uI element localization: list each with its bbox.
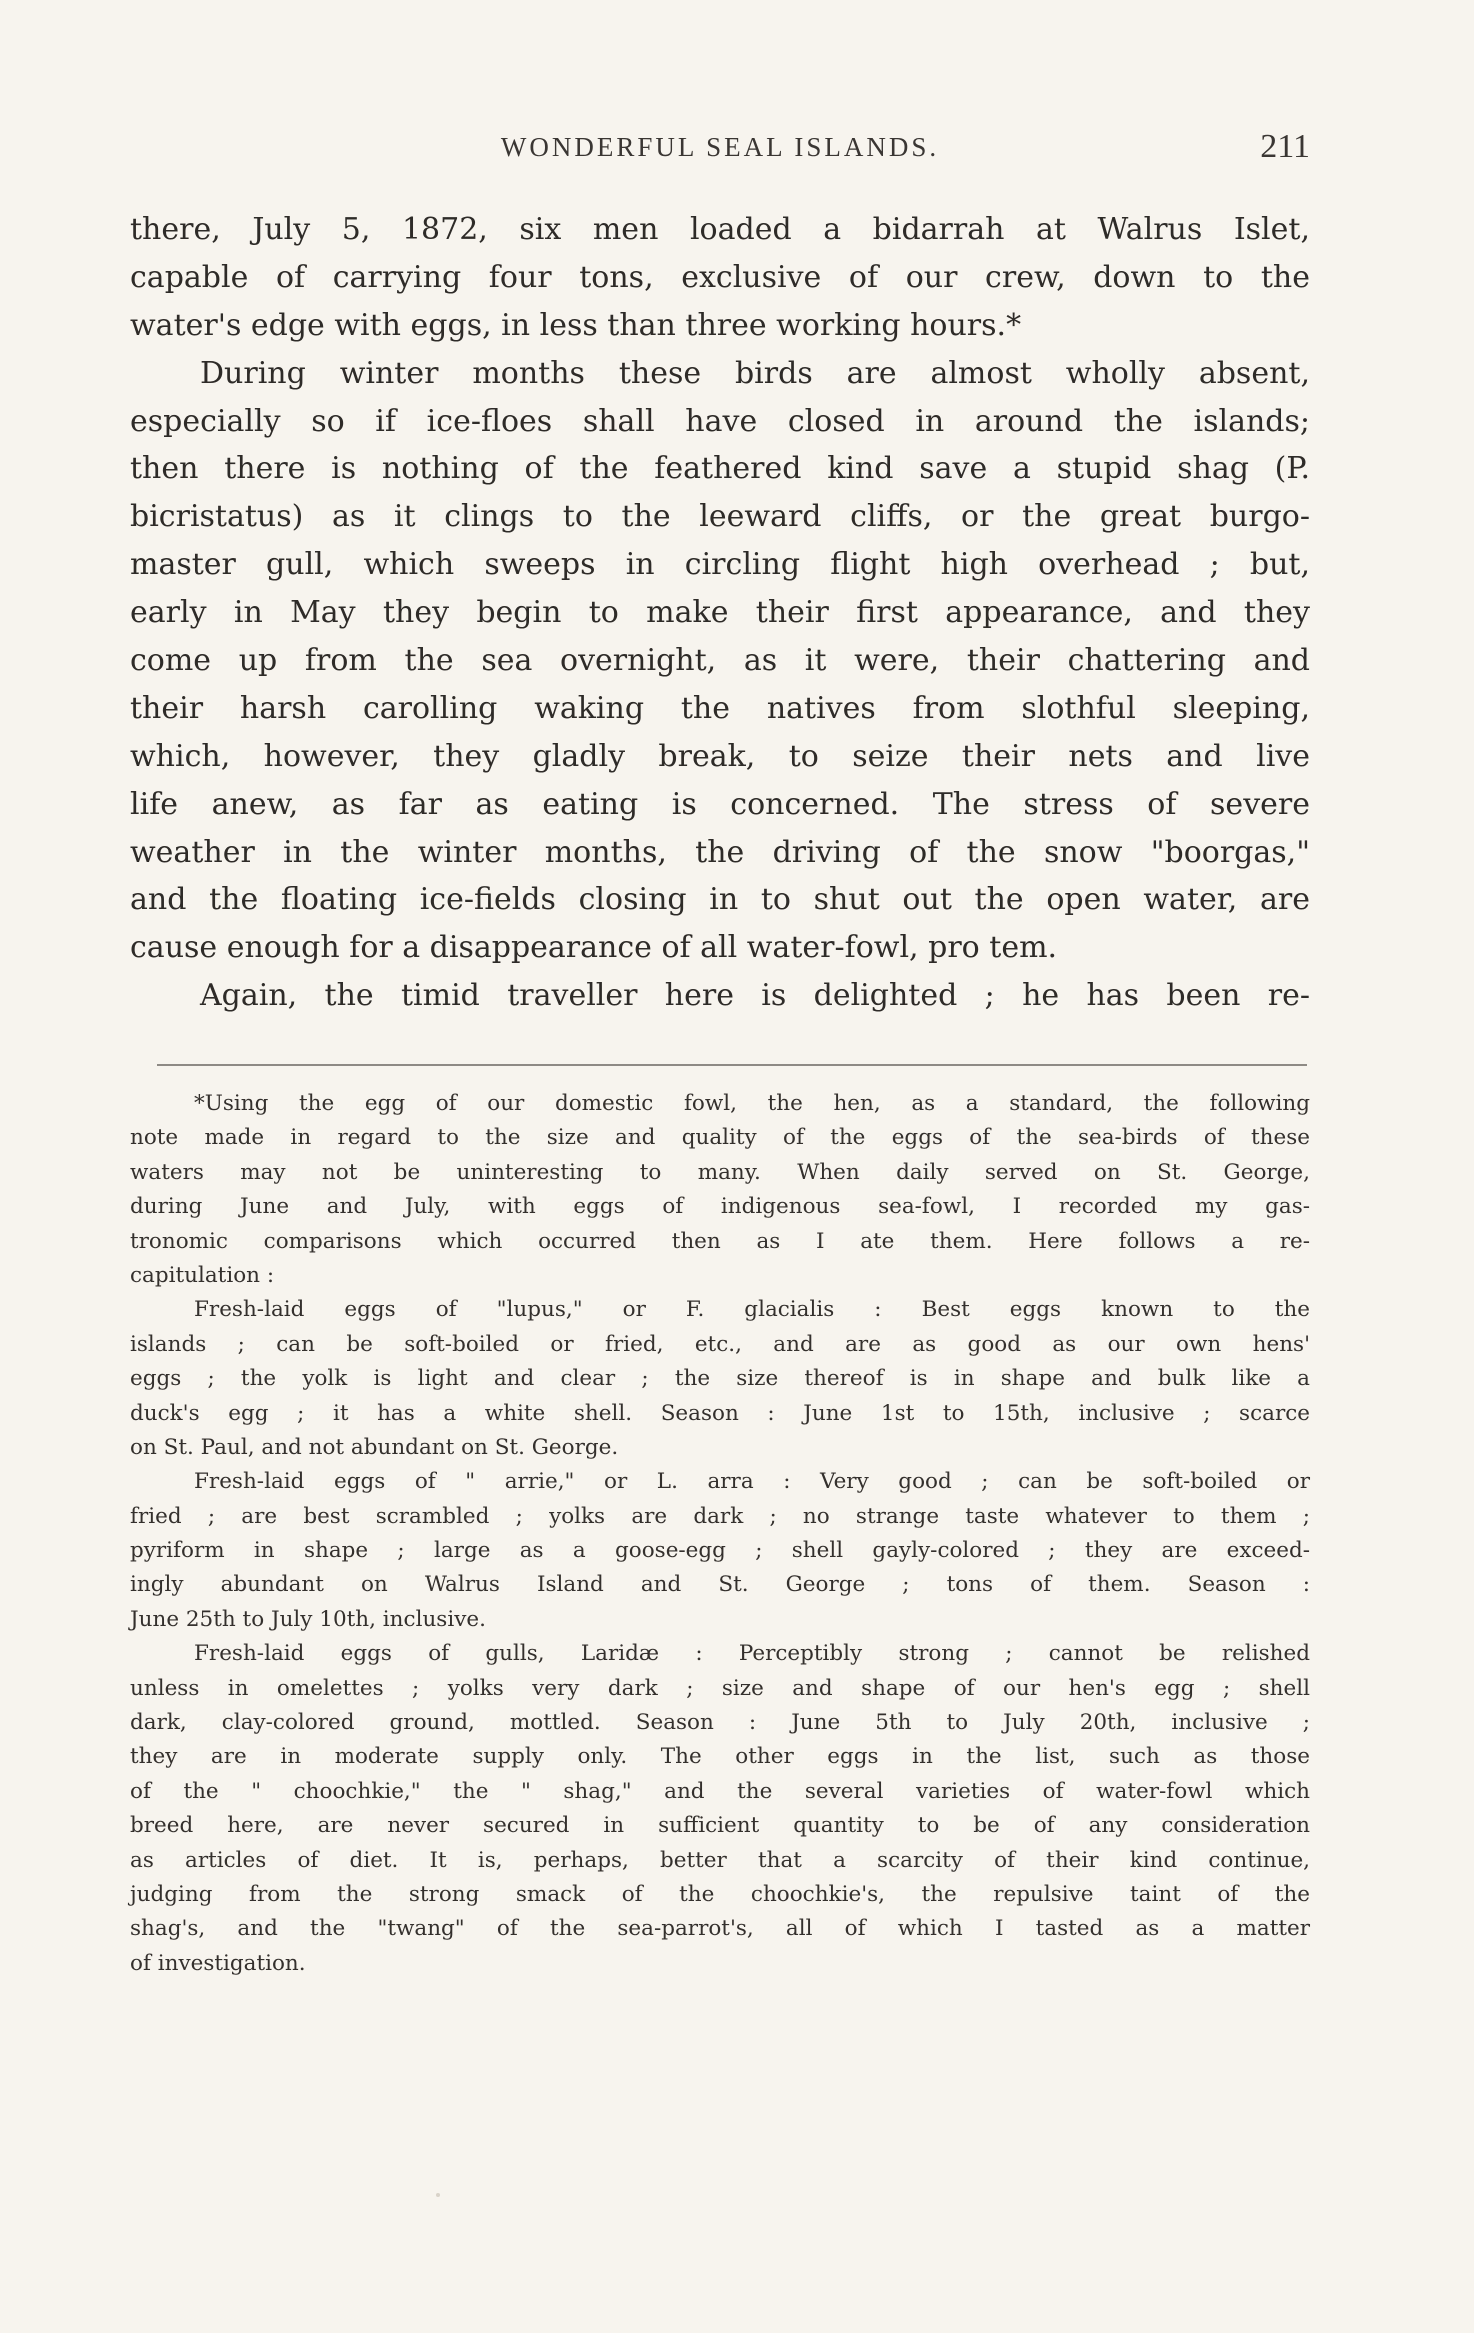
text-line: water's edge with eggs, in less than three working hours.* (130, 307, 1022, 343)
footnote-line: of investigation. (130, 1950, 306, 1976)
text-line: then there is nothing of the feathered kind save a stupid shag (P. (130, 451, 1310, 487)
footnote-line: June 25th to July 10th, inclusive. (130, 1606, 486, 1632)
running-head (130, 128, 1310, 168)
footnote (130, 1087, 1310, 1981)
footnote-line: ingly abundant on Walrus Island and St. George ; tons of them. Season : (130, 1572, 1310, 1598)
footnote-line: islands ; can be soft-boiled or fried, etc., and are as good as our own hens' (130, 1331, 1310, 1357)
footnote-line: eggs ; the yolk is light and clear ; the size thereof is in shape and bulk like a (130, 1366, 1310, 1392)
footnote-line: during June and July, with eggs of indigenous sea-fowl, I recorded my gas- (130, 1194, 1310, 1220)
main-text (130, 206, 1310, 1020)
text-line: which, however, they gladly break, to seize their nets and live (130, 738, 1310, 774)
text-line: During winter months these birds are almost wholly absent, (200, 355, 1310, 391)
footnote-line: shag's, and the "twang" of the sea-parrot's, all of which I tasted as a matter (130, 1916, 1310, 1942)
footnote-line: note made in regard to the size and quality of the eggs of the sea-birds of these (130, 1125, 1310, 1151)
text-line: and the floating ice-fields closing in to shut out the open water, are (130, 882, 1310, 918)
footnote-line: fried ; are best scrambled ; yolks are dark ; no strange taste whatever to them ; (130, 1503, 1310, 1529)
text-line: early in May they begin to make their first appearance, and they (130, 595, 1310, 631)
text-line: bicristatus) as it clings to the leeward cliffs, or the great burgo- (130, 499, 1310, 535)
footnote-line: judging from the strong smack of the choochkie's, the repulsive taint of the (130, 1881, 1310, 1907)
paper-speck (436, 2193, 440, 2197)
footnote-line: on St. Paul, and not abundant on St. George. (130, 1434, 619, 1460)
footnote-line: of the " choochkie," the " shag," and the several varieties of water-fowl which (130, 1778, 1310, 1804)
footnote-line: as articles of diet. It is, perhaps, better that a scarcity of their kind continue, (130, 1847, 1310, 1873)
text-line: capable of carrying four tons, exclusive of our crew, down to the (130, 259, 1310, 295)
footnote-line: *Using the egg of our domestic fowl, the hen, as a standard, the following (194, 1091, 1310, 1116)
footnote-line: pyriform in shape ; large as a goose-egg ; shell gayly-colored ; they are exceed- (130, 1538, 1310, 1564)
text-line: master gull, which sweeps in circling flight high overhead ; but, (130, 547, 1310, 583)
text-line: cause enough for a disappearance of all water-fowl, pro tem. (130, 930, 1058, 966)
text-line: their harsh carolling waking the natives from slothful sleeping, (130, 690, 1310, 726)
footnote-line: Fresh-laid eggs of gulls, Laridæ : Perceptibly strong ; cannot be relished (194, 1641, 1310, 1667)
footnote-line: tronomic comparisons which occurred then as I ate them. Here follows a re- (130, 1228, 1310, 1254)
text-line: Again, the timid traveller here is delighted ; he has been re- (200, 978, 1310, 1014)
footnote-rule (157, 1064, 1307, 1066)
footnote-line: waters may not be uninteresting to many. When daily served on St. George, (130, 1159, 1310, 1185)
text-line: there, July 5, 1872, six men loaded a bidarrah at Walrus Islet, (130, 212, 1310, 247)
footnote-line: Fresh-laid eggs of "lupus," or F. glacialis : Best eggs known to the (194, 1297, 1310, 1323)
page-number: 211 (1260, 128, 1310, 165)
footnote-line: Fresh-laid eggs of " arrie," or L. arra : Very good ; can be soft-boiled or (194, 1469, 1310, 1495)
footnote-line: duck's egg ; it has a white shell. Season : June 1st to 15th, inclusive ; scarce (130, 1400, 1310, 1426)
footnote-line: capitulation : (130, 1262, 275, 1288)
text-line: come up from the sea overnight, as it were, their chattering and (130, 643, 1310, 679)
footnote-line: unless in omelettes ; yolks very dark ; size and shape of our hen's egg ; shell (130, 1675, 1310, 1701)
running-title: WONDERFUL SEAL ISLANDS. (500, 132, 940, 162)
text-line: especially so if ice-floes shall have closed in around the islands; (130, 403, 1310, 439)
text-line: life anew, as far as eating is concerned. The stress of severe (130, 786, 1310, 822)
footnote-line: they are in moderate supply only. The other eggs in the list, such as those (130, 1744, 1310, 1770)
footnote-line: dark, clay-colored ground, mottled. Season : June 5th to July 20th, inclusive ; (130, 1710, 1310, 1736)
footnote-line: breed here, are never secured in sufficient quantity to be of any consideration (130, 1813, 1310, 1839)
text-line: weather in the winter months, the driving of the snow "boorgas," (130, 834, 1310, 870)
